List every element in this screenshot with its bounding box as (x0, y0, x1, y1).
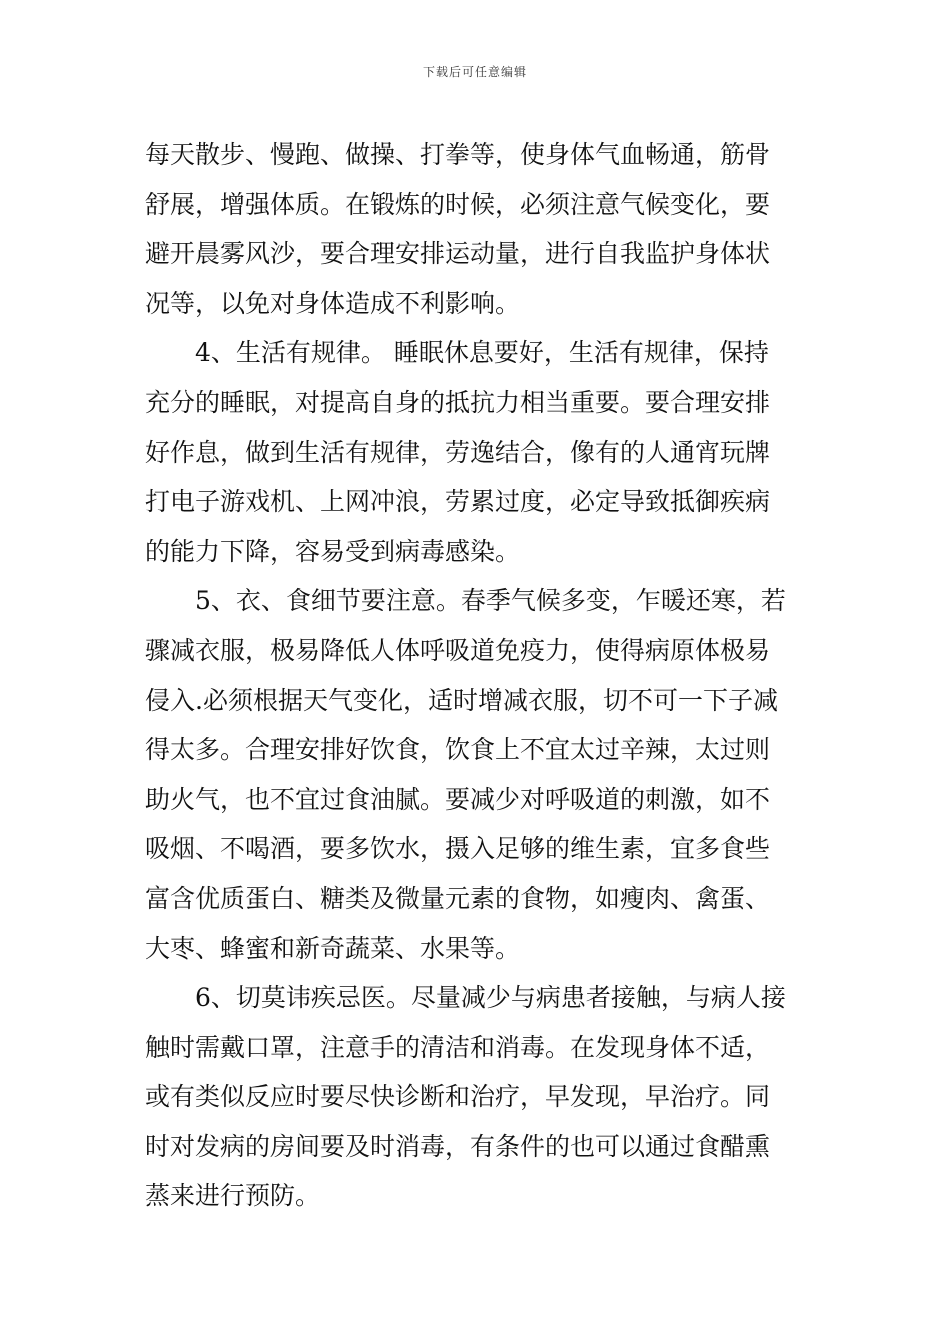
text-line: 避开晨雾风沙，要合理安排运动量，进行自我监护身体状 (145, 239, 771, 269)
text-line: 吸烟、不喝酒，要多饮水，摄入足够的维生素，宜多食些 (145, 834, 771, 864)
text-line: 每天散步、慢跑、做操、打拳等，使身体气血畅通，筋骨 (145, 140, 771, 169)
text-line: 富含优质蛋白、糖类及微量元素的食物，如瘦肉、禽蛋、 (145, 883, 771, 913)
text-line: 得太多。合理安排好饮食，饮食上不宜太过辛辣，太过则 (145, 735, 771, 765)
text-line: 时对发病的房间要及时消毒，有条件的也可以通过食醋熏 (145, 1131, 771, 1161)
document-body (145, 130, 810, 1221)
paragraph-regular-life (145, 328, 810, 576)
text-line: 或有类似反应时要尽快诊断和治疗，早发现，早治疗。同 (145, 1082, 771, 1112)
text-line: 6、切莫讳疾忌医。尽量减少与病患者接触，与病人接 (195, 983, 786, 1013)
page-header-note: 下载后可任意编辑 (422, 65, 527, 79)
text-line: 侵入.必须根据天气变化，适时增减衣服，切不可一下子减 (145, 685, 778, 715)
text-line: 助火气，也不宜过食油腻。要减少对呼吸道的刺激，如不 (145, 784, 771, 814)
paragraph-clothing-food (145, 576, 810, 973)
text-line: 的能力下降，容易受到病毒感染。 (145, 536, 521, 566)
text-line: 充分的睡眠，对提高自身的抵抗力相当重要。要合理安排 (145, 387, 771, 417)
text-line: 5、衣、食细节要注意。春季气候多变，乍暖还寒，若 (195, 586, 786, 616)
paragraph-seek-treatment (145, 973, 810, 1221)
text-line: 大枣、蜂蜜和新奇蔬菜、水果等。 (145, 933, 521, 963)
text-line: 触时需戴口罩，注意手的清洁和消毒。在发现身体不适， (145, 1032, 771, 1062)
text-line: 舒展，增强体质。在锻炼的时候，必须注意气候变化，要 (145, 189, 771, 219)
text-line: 蒸来进行预防。 (145, 1181, 321, 1211)
paragraph-exercise (145, 130, 810, 328)
text-line: 骤减衣服，极易降低人体呼吸道免疫力，使得病原体极易 (145, 635, 771, 665)
text-line: 况等，以免对身体造成不利影响。 (145, 288, 521, 318)
text-line: 好作息，做到生活有规律，劳逸结合，像有的人通宵玩牌 (145, 437, 771, 467)
text-line: 4、生活有规律。 睡眠休息要好，生活有规律，保持 (195, 338, 769, 368)
text-line: 打电子游戏机、上网冲浪，劳累过度，必定导致抵御疾病 (145, 487, 771, 517)
